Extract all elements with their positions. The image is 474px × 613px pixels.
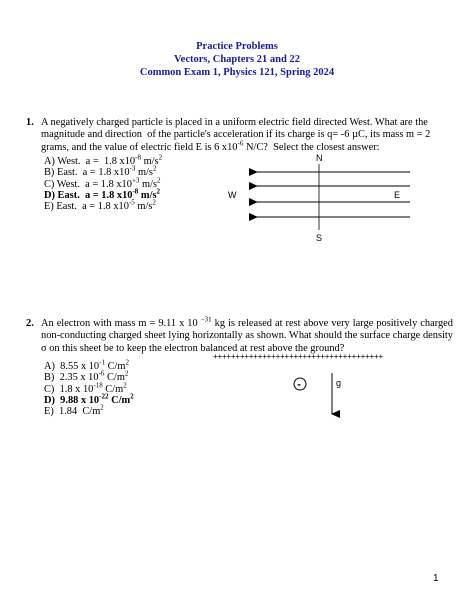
q1-option-a[interactable]: A) West. a = 1.8 $x10^{-8}$ $m/s^2$ xyxy=(44,153,163,167)
compass-north: N xyxy=(316,153,323,163)
q1-option-b[interactable]: B) East. a = 1.8 $x10^{-3}$ $m/s^2$ xyxy=(44,164,157,179)
q2-option-a[interactable]: A) 8.55 x $10^{-1}$ $C/m^2$ xyxy=(44,358,129,372)
q1-option-c[interactable]: C) West. a = 1.8 $x10^{+3}$ $m/s^2$ xyxy=(44,176,161,190)
gravity-label: g xyxy=(336,378,342,388)
charged-sheet: ++++++++++++++++++++++++++++++++++++++ xyxy=(213,352,383,361)
q2-electron-diagram xyxy=(285,370,355,420)
q1-number: 1. xyxy=(26,117,34,128)
title-practice-problems: Practice Problems xyxy=(196,41,278,52)
q1-option-d[interactable]: D) East. a = 1.8 $x10^{-8}$ $m/s^2$ xyxy=(44,187,160,201)
compass-west: W xyxy=(228,190,237,200)
electron-symbol: - xyxy=(297,378,301,391)
q2-options xyxy=(44,358,134,418)
q2-text: An electron with mass m = 9.11 x 10 $^{-31}$ kg is released at rest above very large positively charged non-conducting charged sheet lying horizontally as shown. What should the surface charge density σ on this sheet be to keep the electron balanced at rest above the ground? xyxy=(41,315,453,354)
q2-option-b[interactable]: B) 2.35 x $10^{-6}$ $C/m^2$ xyxy=(44,369,129,384)
q2-option-e[interactable]: E) 1.84 $C/m^2$ xyxy=(44,403,104,418)
q2-number: 2. xyxy=(26,318,34,329)
q2-option-d[interactable]: D) 9.88 x $10^{-22}$ $C/m^2$ xyxy=(44,392,134,406)
q2-option-c[interactable]: C) 1.8 x $10^{-18}$ $C/m^2$ xyxy=(44,381,127,395)
q1-option-e[interactable]: E) East. a = 1.8 $x10^{-5}$ $m/s^2$ xyxy=(44,198,156,213)
compass-south: S xyxy=(316,233,323,243)
q1-options xyxy=(44,153,163,213)
title-exam: Common Exam 1, Physics 121, Spring 2024 xyxy=(139,67,335,78)
q1-text: A negatively charged particle is placed in a uniform electric field directed West. What are the magnitude and direction of the particle's acceleration if its charge is q= -6 µC, its mass m = 2 grams, and the value of electric field E is 6 $x10^{-6}$ N/C? Select the closest answer: xyxy=(41,117,431,153)
page-number: 1 xyxy=(433,573,439,584)
title-chapters: Vectors, Chapters 21 and 22 xyxy=(174,54,300,65)
compass-east: E xyxy=(394,190,401,200)
q1-field-diagram xyxy=(222,150,417,245)
